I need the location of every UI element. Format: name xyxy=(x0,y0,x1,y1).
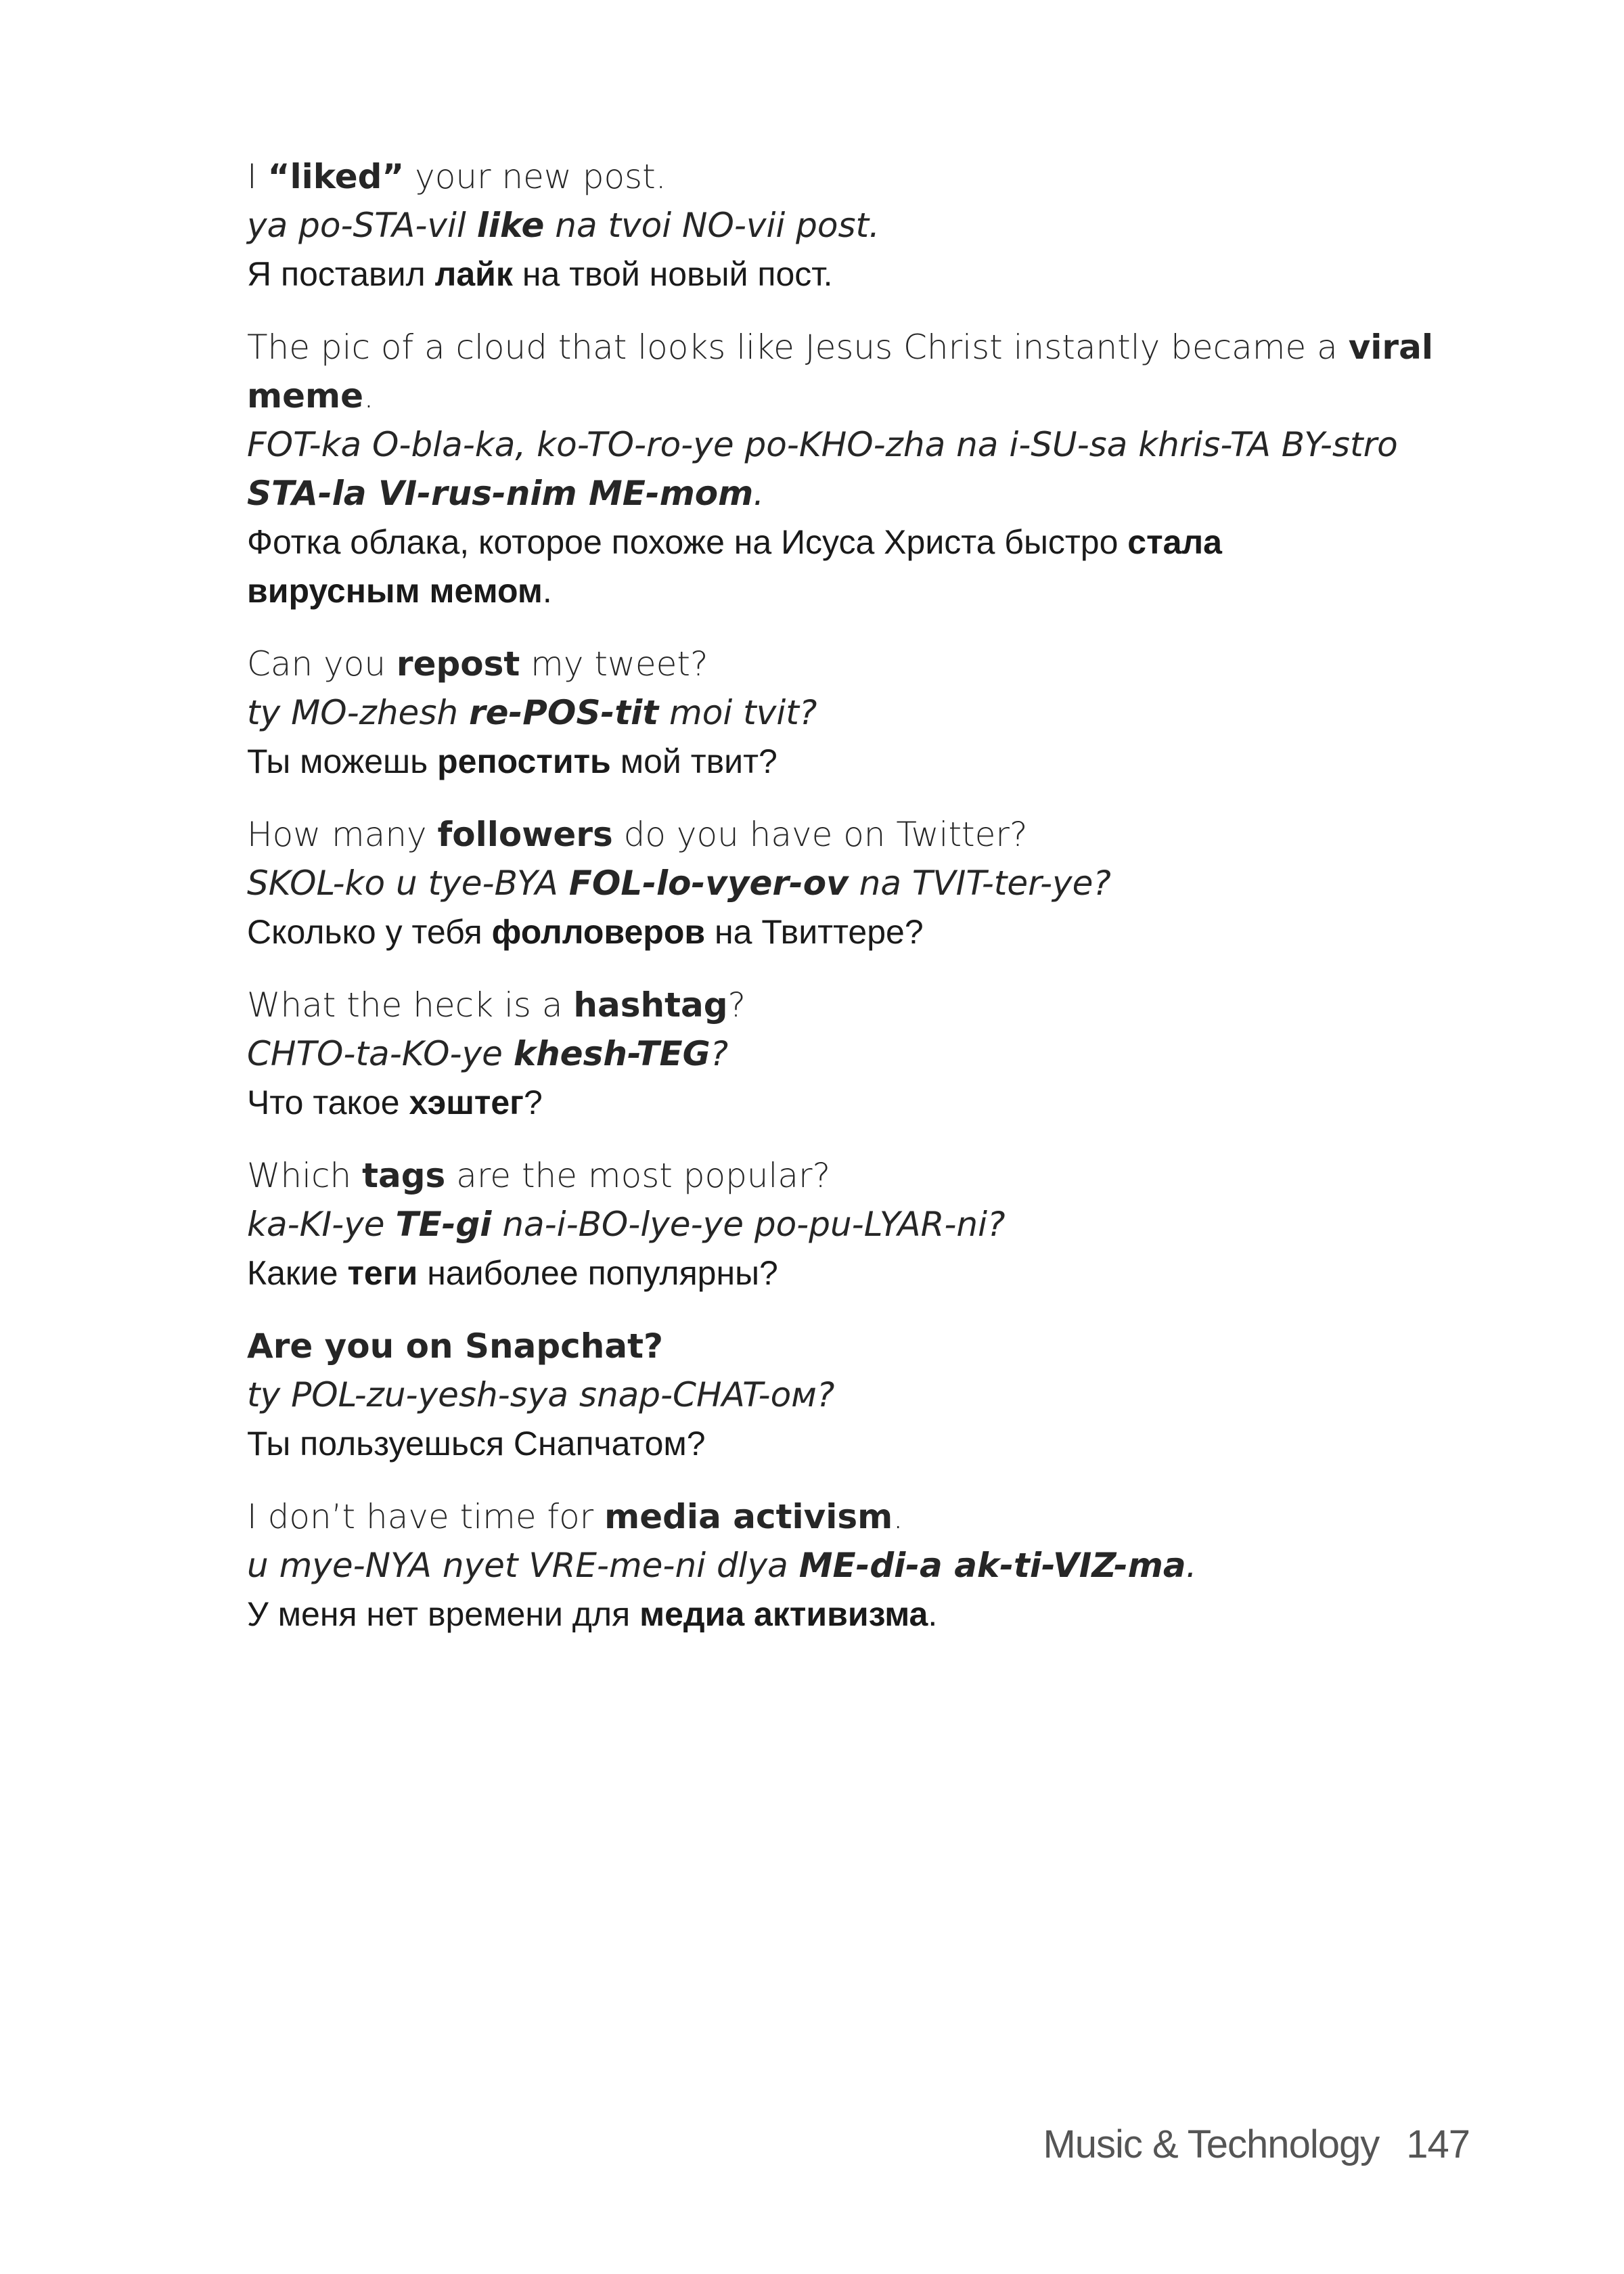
text-fragment: ty POL-zu-yesh-sya snap-CHAT-ом? xyxy=(247,1375,835,1414)
text-fragment: my tweet? xyxy=(520,644,708,684)
text-fragment: I don’t have time for xyxy=(247,1497,605,1536)
text-fragment: Ты можешь xyxy=(247,742,438,780)
text-fragment: na TVIT-ter-ye? xyxy=(848,864,1111,903)
page-number: 147 xyxy=(1406,2122,1470,2166)
english-phrase xyxy=(247,372,1465,420)
bold-term: meme xyxy=(247,376,364,416)
bold-term: re-POS-tit xyxy=(468,693,659,732)
text-fragment: ? xyxy=(524,1084,543,1121)
text-fragment: Ты пользуешься Снапчатом? xyxy=(247,1425,706,1463)
bold-term: медиа активизма xyxy=(639,1595,928,1633)
text-fragment: u mye-NYA nyet VRE-me-ni dlya xyxy=(247,1546,799,1585)
russian-phrase xyxy=(247,1590,1465,1638)
text-fragment: na-i-BO-lye-ye po-pu-LYAR-ni? xyxy=(491,1205,1006,1244)
page-footer xyxy=(1043,2122,1470,2167)
text-fragment: CHTO-ta-KO-ye xyxy=(247,1034,514,1073)
text-fragment: . xyxy=(363,376,374,416)
phrase-entry xyxy=(247,1151,1465,1297)
english-phrase xyxy=(247,1492,1465,1541)
bold-term: вирусным мемом xyxy=(247,572,543,610)
bold-term: like xyxy=(476,206,545,245)
bold-term: репостить xyxy=(437,742,611,780)
text-fragment: are the most popular? xyxy=(445,1156,831,1195)
transliteration xyxy=(247,1029,1465,1078)
bold-term: viral xyxy=(1348,328,1433,367)
english-phrase xyxy=(247,810,1465,859)
text-fragment: наиболее популярны? xyxy=(418,1254,778,1292)
bold-term: repost xyxy=(396,644,520,684)
bold-term: фолловеров xyxy=(491,913,706,951)
text-fragment: ? xyxy=(727,985,746,1025)
text-fragment: your new post. xyxy=(404,157,667,196)
russian-phrase xyxy=(247,518,1465,566)
text-fragment: ty MO-zhesh xyxy=(247,693,469,732)
english-phrase xyxy=(247,323,1465,372)
text-fragment: . xyxy=(893,1497,904,1536)
russian-phrase xyxy=(247,566,1465,615)
russian-phrase xyxy=(247,737,1465,786)
text-fragment: . xyxy=(753,474,765,513)
bold-term: media activism xyxy=(604,1497,893,1536)
text-fragment: ka-KI-ye xyxy=(247,1205,396,1244)
transliteration xyxy=(247,1370,1465,1419)
text-fragment: SKOL-ko u tye-BYA xyxy=(247,864,569,903)
text-fragment: The pic of a cloud that looks like Jesus Christ instantly became a xyxy=(247,328,1349,367)
english-phrase xyxy=(247,152,1465,201)
text-fragment: . xyxy=(1186,1546,1197,1585)
bold-term: followers xyxy=(437,815,613,854)
russian-phrase xyxy=(247,1078,1465,1127)
text-fragment: Фотка облака, которое похоже на Исуса Христа быстро xyxy=(247,523,1128,561)
bold-term: хэштег xyxy=(409,1084,524,1121)
text-fragment: How many xyxy=(247,815,438,854)
text-fragment: . xyxy=(542,572,552,610)
text-fragment: I xyxy=(247,157,268,196)
bold-term: STA-la VI-rus-nim ME-mom xyxy=(247,474,754,513)
english-phrase xyxy=(247,1151,1465,1200)
transliteration xyxy=(247,201,1465,250)
text-fragment: FOT-ka O-bla-ka, ko-TO-ro-ye po-KHO-zha na i-SU-sa khris-TA BY-stro xyxy=(247,425,1398,464)
bold-term: теги xyxy=(347,1254,418,1292)
text-fragment: мой твит? xyxy=(610,742,777,780)
bold-term: tags xyxy=(362,1156,446,1195)
text-fragment: moi tvit? xyxy=(658,693,817,732)
english-phrase xyxy=(247,981,1465,1029)
transliteration xyxy=(247,469,1465,518)
text-fragment: do you have on Twitter? xyxy=(612,815,1028,854)
text-fragment: Какие xyxy=(247,1254,348,1292)
text-fragment: ya po-STA-vil xyxy=(247,206,477,245)
text-fragment: . xyxy=(928,1595,938,1633)
english-phrase xyxy=(247,1322,1465,1370)
text-fragment: na tvoi NO-vii post. xyxy=(544,206,880,245)
phrase-entry xyxy=(247,1492,1465,1638)
text-fragment: Сколько у тебя xyxy=(247,913,492,951)
text-fragment: ? xyxy=(710,1034,729,1073)
phrase-entry xyxy=(247,152,1465,298)
phrase-entry xyxy=(247,1322,1465,1468)
transliteration xyxy=(247,420,1465,469)
section-title: Music & Technology xyxy=(1043,2122,1380,2166)
text-fragment: на твой новый пост. xyxy=(512,255,833,293)
bold-term: Are you on Snapchat? xyxy=(247,1326,663,1366)
phrase-entry xyxy=(247,981,1465,1127)
text-fragment: У меня нет времени для xyxy=(247,1595,640,1633)
russian-phrase xyxy=(247,250,1465,298)
bold-term: ME-di-a ak-ti-VIZ-ma xyxy=(798,1546,1186,1585)
bold-term: стала xyxy=(1127,523,1222,561)
bold-term: khesh-TEG xyxy=(513,1034,710,1073)
text-fragment: Can you xyxy=(247,644,397,684)
phrase-list xyxy=(247,152,1465,1663)
english-phrase xyxy=(247,640,1465,688)
transliteration xyxy=(247,688,1465,737)
bold-term: TE-gi xyxy=(395,1205,492,1244)
text-fragment: Я поставил xyxy=(247,255,435,293)
text-fragment: на Твиттере? xyxy=(705,913,924,951)
bold-term: “liked” xyxy=(267,157,405,196)
russian-phrase xyxy=(247,1249,1465,1297)
russian-phrase xyxy=(247,1419,1465,1468)
russian-phrase xyxy=(247,908,1465,956)
transliteration xyxy=(247,1200,1465,1249)
text-fragment: What the heck is a xyxy=(247,985,574,1025)
bold-term: лайк xyxy=(434,255,513,293)
phrase-entry xyxy=(247,640,1465,786)
transliteration xyxy=(247,1541,1465,1590)
phrase-entry xyxy=(247,323,1465,615)
text-fragment: Что такое xyxy=(247,1084,409,1121)
bold-term: FOL-lo-vyer-ov xyxy=(568,864,849,903)
bold-term: hashtag xyxy=(573,985,728,1025)
transliteration xyxy=(247,859,1465,908)
text-fragment: Which xyxy=(247,1156,363,1195)
phrase-entry xyxy=(247,810,1465,956)
